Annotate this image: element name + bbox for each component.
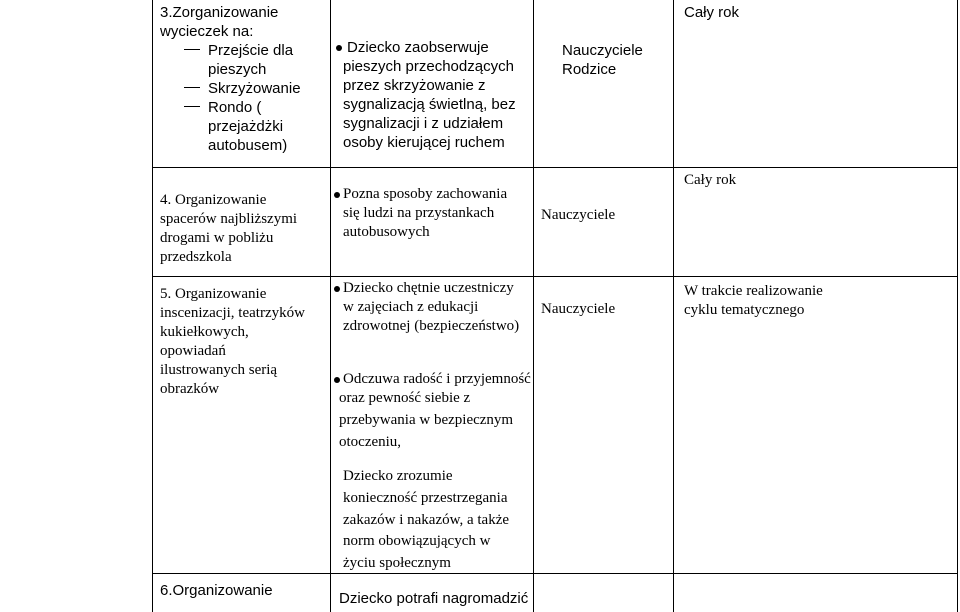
row-content: pieszych przechodzących <box>343 58 514 75</box>
row-title: 3.Zorganizowanie <box>160 4 279 21</box>
column-divider <box>152 0 153 612</box>
row-content: zakazów i nakazów, a także <box>343 512 510 528</box>
row-title: przedszkola <box>160 249 232 265</box>
row-content: życiu społecznym <box>343 555 451 571</box>
column-divider <box>957 0 958 612</box>
row-title: 5. Organizowanie <box>160 286 267 302</box>
row-time: Cały rok <box>684 4 740 21</box>
row-divider <box>152 276 958 277</box>
row-content: się ludzi na przystankach <box>343 205 495 221</box>
row-content: Dziecko zaobserwuje <box>347 39 489 56</box>
row-time: W trakcie realizowanie <box>684 283 823 299</box>
row-time: cyklu tematycznego <box>684 302 805 318</box>
row-content: Dziecko potrafi nagromadzić <box>339 590 529 607</box>
column-divider <box>330 0 331 612</box>
row-divider <box>152 573 958 574</box>
list-item: Przejście dla <box>208 42 294 59</box>
row-responsible: Nauczyciele <box>541 301 616 317</box>
list-item: pieszych <box>208 61 267 78</box>
bullet-icon <box>336 45 342 51</box>
bullet-icon <box>334 192 340 198</box>
row-title: obrazków <box>160 381 220 397</box>
row-title: drogami w pobliżu <box>160 230 274 246</box>
row-content: Odczuwa radość i przyjemność <box>343 371 531 387</box>
row-content: Pozna sposoby zachowania <box>343 186 508 202</box>
bullet-icon <box>334 286 340 292</box>
row-content: w zajęciach z edukacji <box>343 299 479 315</box>
list-item: Skrzyżowanie <box>208 80 301 97</box>
column-divider <box>533 0 534 612</box>
row-title: spacerów najbliższymi <box>160 211 298 227</box>
row-time: Cały rok <box>684 172 737 188</box>
dash-bullet-icon <box>184 87 200 88</box>
row-title: kukiełkowych, <box>160 324 249 340</box>
row-responsible: Nauczyciele <box>562 42 643 59</box>
list-item: Rondo ( <box>208 99 262 116</box>
dash-bullet-icon <box>184 106 200 107</box>
row-title: 6.Organizowanie <box>160 582 273 599</box>
row-content: przebywania w bezpiecznym <box>339 412 514 428</box>
row-content: Dziecko zrozumie <box>343 468 453 484</box>
list-item: przejażdżki <box>208 118 284 135</box>
row-title: inscenizacji, teatrzyków <box>160 305 305 321</box>
row-content: autobusowych <box>343 224 430 240</box>
row-divider <box>152 167 958 168</box>
row-content: sygnalizacją świetlną, bez <box>343 96 516 113</box>
row-title: opowiadań <box>160 343 226 359</box>
row-content: konieczność przestrzegania <box>343 490 508 506</box>
row-content: norm obowiązujących w <box>343 533 491 549</box>
row-content: przez skrzyżowanie z <box>343 77 486 94</box>
row-content: osoby kierującej ruchem <box>343 134 505 151</box>
bullet-icon <box>334 377 340 383</box>
row-content: sygnalizacji i z udziałem <box>343 115 504 132</box>
row-content: otoczeniu, <box>339 434 402 450</box>
row-content: zdrowotnej (bezpieczeństwo) <box>343 318 520 334</box>
list-item: autobusem) <box>208 137 288 154</box>
row-responsible: Rodzice <box>562 61 617 78</box>
row-title: 4. Organizowanie <box>160 192 267 208</box>
row-content: oraz pewność siebie z <box>339 390 471 406</box>
row-title: ilustrowanych serią <box>160 362 278 378</box>
row-title: wycieczek na: <box>160 23 254 40</box>
column-divider <box>673 0 674 612</box>
row-content: Dziecko chętnie uczestniczy <box>343 280 514 296</box>
row-responsible: Nauczyciele <box>541 207 616 223</box>
dash-bullet-icon <box>184 49 200 50</box>
